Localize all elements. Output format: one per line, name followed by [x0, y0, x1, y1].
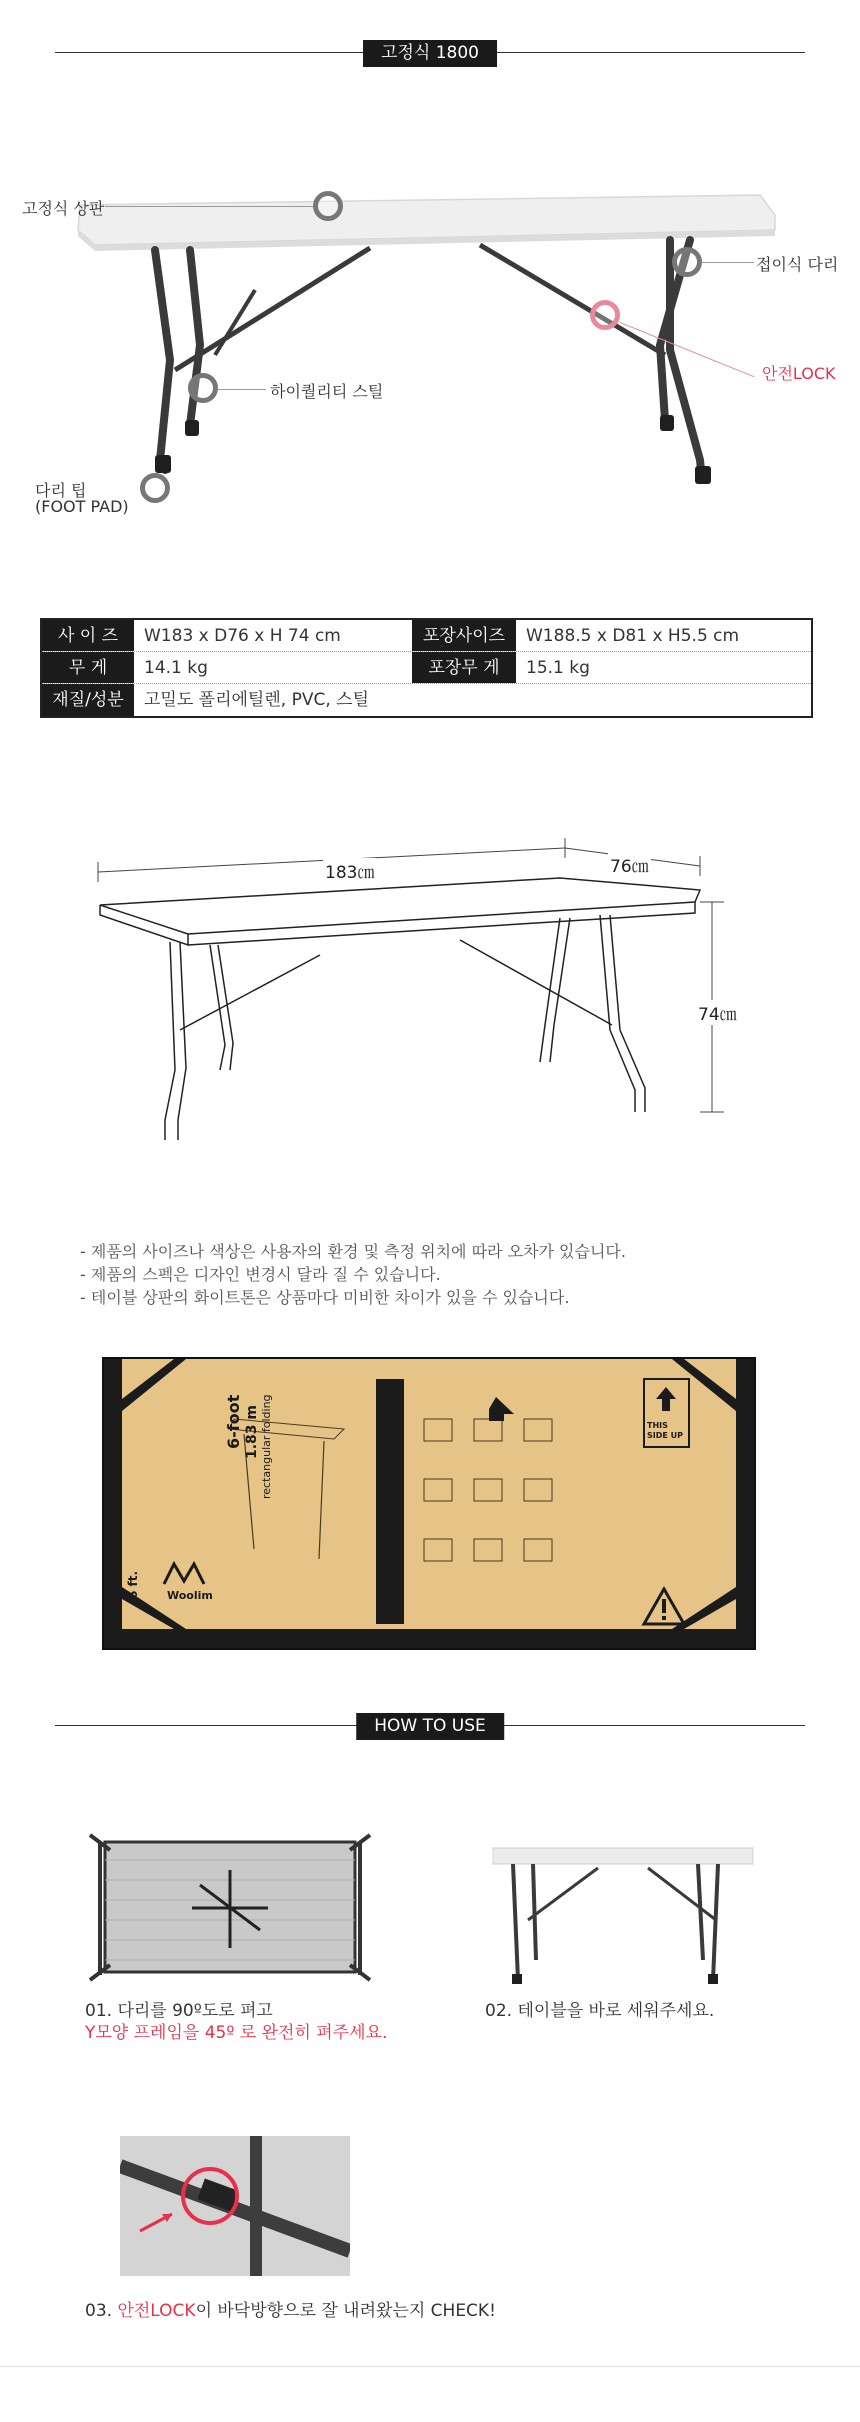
dimension-height: 74㎝ — [696, 1000, 739, 1025]
spec-row — [42, 620, 811, 652]
package-size: 1.83 m — [244, 1404, 260, 1459]
lock-closeup-photo — [120, 2136, 350, 2276]
step3-highlight: 안전LOCK — [117, 2301, 196, 2321]
package-size-tag: 6-foot — [224, 1394, 243, 1449]
callout-marker-top — [313, 191, 343, 221]
spec-key-pack-size: 포장사이즈 — [412, 620, 516, 651]
bottom-divider — [0, 2366, 860, 2367]
step2-image — [488, 1840, 758, 1990]
section-header-how-to-use — [55, 1706, 805, 1746]
step1-caption-line1: 01. 다리를 90º도로 펴고 — [85, 2001, 273, 2021]
spec-key-weight: 무 게 — [42, 652, 134, 683]
leader-line — [702, 262, 754, 263]
spec-value-weight: 14.1 kg — [144, 658, 208, 678]
spec-row — [42, 684, 811, 716]
spec-value-material: 고밀도 폴리에틸렌, PVC, 스틸 — [144, 690, 369, 710]
spec-row — [42, 652, 811, 684]
label-safety-lock: 안전LOCK — [762, 364, 836, 383]
note-item: - 제품의 스펙은 디자인 변경시 달라 질 수 있습니다. — [80, 1265, 441, 1284]
step3-prefix: 03. — [85, 2301, 118, 2321]
package-subtitle: rectangular folding — [260, 1394, 273, 1499]
package-side-up: SIDE UP — [647, 1431, 683, 1440]
section-title: 고정식 1800 — [363, 40, 497, 67]
label-fixed-top: 고정식 상판 — [22, 199, 105, 218]
section-title: HOW TO USE — [356, 1713, 504, 1740]
spec-table — [40, 618, 813, 718]
package-side-text: 6 ft. — [126, 1570, 140, 1599]
spec-key-pack-weight: 포장무 게 — [412, 652, 516, 683]
spec-key-material: 재질/성분 — [42, 684, 134, 716]
package-this: THIS — [647, 1421, 668, 1430]
package-artwork — [104, 1359, 754, 1648]
label-steel: 하이퀄리티 스틸 — [270, 382, 384, 401]
note-item: - 제품의 사이즈나 색상은 사용자의 환경 및 측정 위치에 따라 오차가 있습니다. — [80, 1242, 626, 1261]
label-folding-leg: 접이식 다리 — [756, 255, 839, 274]
callout-marker-folding-leg — [672, 247, 702, 277]
step3-image — [120, 2136, 350, 2276]
label-foot-tip: 다리 팁 — [35, 481, 87, 500]
leader-line — [218, 389, 266, 390]
section-header-model — [55, 33, 805, 73]
table-product-photo — [0, 170, 860, 520]
step1-caption-line2 — [85, 2022, 387, 2044]
spec-value-size: W183 x D76 x H 74 cm — [144, 626, 341, 646]
package-brand: Woolim — [167, 1589, 213, 1602]
step3-suffix: 이 바닥방향으로 잘 내려왔는지 CHECK! — [195, 2301, 496, 2321]
label-foot-pad: (FOOT PAD) — [35, 497, 129, 516]
step1-highlight: Y모양 프레임을 45º 로 완전히 펴주세요. — [85, 2023, 388, 2043]
dimension-depth: 76㎝ — [608, 852, 651, 877]
callout-marker-lock — [590, 300, 620, 330]
dimension-width: 183㎝ — [323, 858, 376, 883]
spec-value-pack-weight: 15.1 kg — [526, 658, 590, 678]
spec-value-pack-size: W188.5 x D81 x H5.5 cm — [526, 626, 740, 646]
note-item: - 테이블 상판의 화이트톤은 상품마다 미비한 차이가 있을 수 있습니다. — [80, 1288, 570, 1307]
package-box-image — [102, 1357, 756, 1650]
callout-marker-foot — [140, 473, 170, 503]
step1-image — [80, 1830, 380, 1985]
step2-caption: 02. 테이블을 바로 세워주세요. — [485, 2001, 715, 2021]
callout-marker-steel — [188, 373, 218, 403]
spec-key-size: 사 이 즈 — [42, 620, 134, 651]
leader-line — [105, 206, 313, 207]
step3-caption — [85, 2300, 496, 2322]
product-notes — [80, 1240, 626, 1309]
